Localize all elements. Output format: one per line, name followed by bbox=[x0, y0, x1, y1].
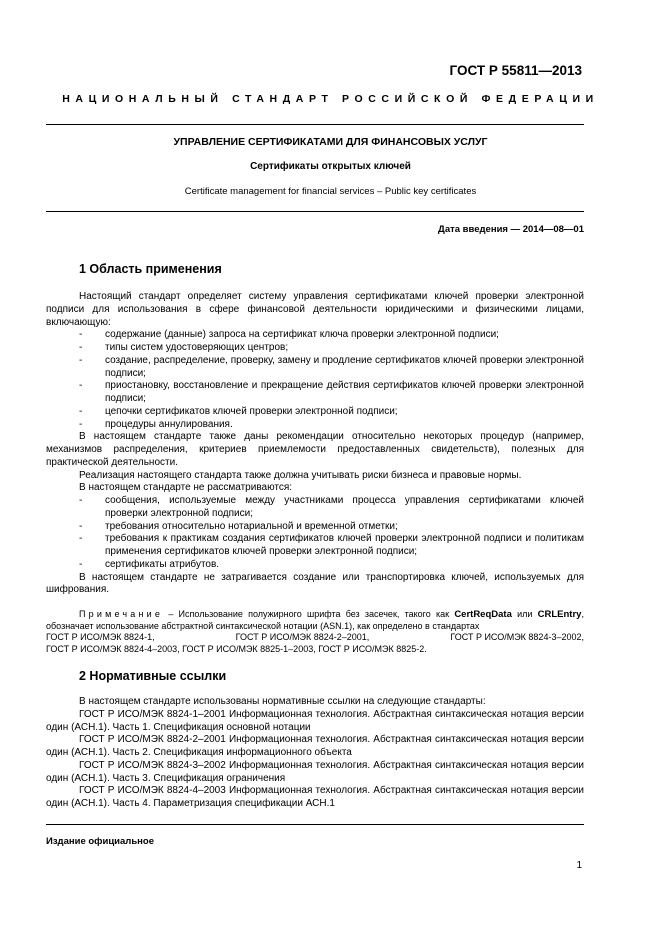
list-item: - требования к практикам создания сертификатов ключей проверки электронной подписи и политикам применения сертификатов ключей проверки электронной подписи; bbox=[79, 533, 584, 557]
asn-example-2: CRLEntry bbox=[537, 609, 582, 620]
note-label: Примечание bbox=[79, 609, 164, 619]
list-item: - создание, распределение, проверку, замену и продление сертификатов ключей проверки электронной подписи; bbox=[79, 354, 584, 379]
list-item: - сообщения, используемые между участниками процесса управления сертификатами ключей проверки электронной подписи; bbox=[79, 495, 584, 519]
section-1-body bbox=[46, 291, 584, 597]
list-item: - содержание (данные) запроса на сертификат ключа проверки электронной подписи; bbox=[79, 329, 499, 341]
risks-paragraph: Реализация настоящего стандарта также должна учитывать риски бизнеса и правовые нормы. bbox=[79, 469, 522, 481]
exclusions-intro: В настоящем стандарте не рассматриваются: bbox=[79, 482, 293, 494]
note-references-row: ГОСТ Р ИСО/МЭК 8824-1, ГОСТ Р ИСО/МЭК 8824-2–2001, ГОСТ Р ИСО/МЭК 8824-3–2002, bbox=[46, 632, 584, 643]
reference-item: ГОСТ Р ИСО/МЭК 8824-3–2002 Информационная технология. Абстрактная синтаксическая нотация версии один (АСН.1). Часть 3. Спецификация ограничения bbox=[46, 759, 584, 784]
top-divider bbox=[46, 124, 584, 125]
list-item: - приостановку, восстановление и прекращение действия сертификатов ключей проверки электронной подписи; bbox=[79, 380, 584, 404]
references-intro: В настоящем стандарте использованы нормативные ссылки на следующие стандарты: bbox=[79, 696, 486, 707]
list-item: - цепочки сертификатов ключей проверки электронной подписи; bbox=[79, 405, 398, 417]
reference-item: ГОСТ Р ИСО/МЭК 8824-4–2003 Информационная технология. Абстрактная синтаксическая нотация версии один (АСН.1). Часть 4. Параметризация спецификации АСН.1 bbox=[46, 785, 584, 809]
national-standard-heading: НАЦИОНАЛЬНЫЙ СТАНДАРТ РОССИЙСКОЙ ФЕДЕРАЦИИ bbox=[62, 93, 599, 105]
note-references-last: ГОСТ Р ИСО/МЭК 8824-4–2003, ГОСТ Р ИСО/МЭК 8825-1–2003, ГОСТ Р ИСО/МЭК 8825-2. bbox=[46, 643, 427, 654]
list-item: - сертификаты атрибутов. bbox=[79, 558, 220, 570]
asn-example-1: CertReqData bbox=[454, 609, 512, 620]
document-id: ГОСТ Р 55811—2013 bbox=[449, 63, 582, 78]
list-item: - типы систем удостоверяющих центров; bbox=[79, 342, 289, 353]
document-title: УПРАВЛЕНИЕ СЕРТИФИКАТАМИ ДЛЯ ФИНАНСОВЫХ УСЛУГ bbox=[173, 136, 488, 148]
document-english-title: Certificate management for financial services – Public key certificates bbox=[184, 186, 477, 197]
reference-item: ГОСТ Р ИСО/МЭК 8824-1–2001 Информационная технология. Абстрактная синтаксическая нотация версии один (АСН.1). Часть 1. Спецификация основной нотации bbox=[46, 708, 584, 733]
reference-item: ГОСТ Р ИСО/МЭК 8824-2–2001 Информационная технология. Абстрактная синтаксическая нотация версии один (АСН.1). Часть 2. Спецификация информационного объекта bbox=[46, 734, 584, 758]
section-2-body bbox=[46, 696, 584, 811]
introduction-date: Дата введения — 2014—08—01 bbox=[438, 224, 584, 235]
list-item: - процедуры аннулирования. bbox=[79, 418, 233, 430]
footer-divider bbox=[46, 824, 584, 825]
official-edition-label: Издание официальное bbox=[46, 836, 154, 847]
keys-paragraph: В настоящем стандарте не затрагивается создание или транспортировка ключей, используемых для шифрования. bbox=[46, 571, 584, 596]
recommendations-paragraph: В настоящем стандарте также даны рекомендации относительно некоторых процедур (например, механизмов распределения, критериев приемлемости предоставленных свидетельств), полезных для практической деятельности. bbox=[46, 431, 584, 468]
title-divider bbox=[46, 211, 584, 212]
section-2-heading: 2 Нормативные ссылки bbox=[79, 669, 227, 683]
list-item: - требования относительно нотариальной и временной отметки; bbox=[79, 520, 398, 532]
page-number: 1 bbox=[576, 860, 582, 871]
section-1-note: Примечание – Использование полужирного шрифта без засечек, такого как CertReqData или CRLEntry, обозначает использование абстрактной синтаксической нотации (ASN.1), как определено в стандартах ГОСТ Р ИСО/МЭК 8824-1, ГОСТ Р ИСО/МЭК 8824-2–2001, ГОСТ Р ИСО/МЭК 8824-3–2002, ГОСТ Р ИСО/МЭК 8824-4–2003, ГОСТ Р ИСО/МЭК 8825-1–2003, ГОСТ Р ИСО/МЭК 8825-2. bbox=[46, 609, 584, 654]
scope-paragraph: Настоящий стандарт определяет систему управления сертификатами ключей проверки электронной подписи для использования в сфере финансовой деятельности юридическими и физическими лицами, включающую: bbox=[46, 291, 584, 328]
section-1-heading: 1 Область применения bbox=[79, 262, 222, 276]
document-subtitle: Сертификаты открытых ключей bbox=[250, 161, 411, 172]
